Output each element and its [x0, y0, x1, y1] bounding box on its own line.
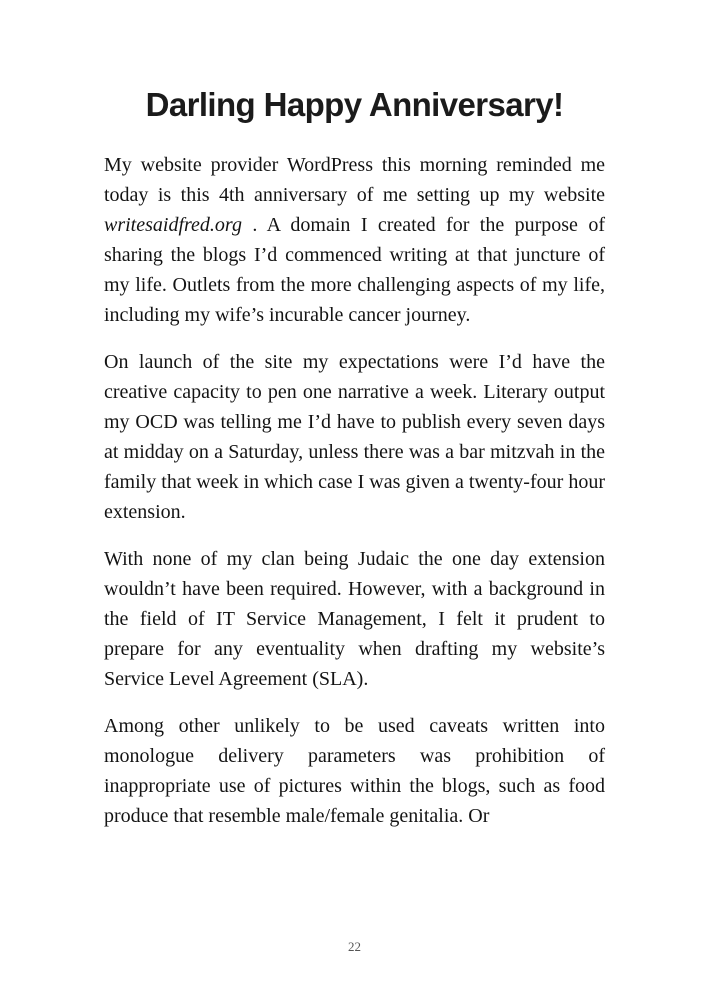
paragraph-1-text-end: . A domain I created for the purpose of sharing the blogs I’d commenced writing at that juncture of my life. Outlets from the more challenging aspects of my life, including my wife’s incurable cancer journey.	[104, 214, 605, 326]
page-number: 22	[348, 939, 361, 954]
paragraph-1-text-start: My website provider WordPress this morning reminded me today is this 4th anniversary of me setting up my website	[104, 154, 605, 206]
paragraph-3: With none of my clan being Judaic the one day extension wouldn’t have been required. However, with a background in the field of IT Service Management, I felt it prudent to prepare for any eventuality when drafting my website’s Service Level Agreement (SLA).	[104, 548, 605, 690]
paragraph-2: On launch of the site my expectations were I’d have the creative capacity to pen one narrative a week. Literary output my OCD was telling me I’d have to publish every seven days at midday on a Saturday, unless there was a bar mitzvah in the family that week in which case I was given a twenty-four hour extension.	[104, 351, 605, 523]
website-name-italic: writesaidfred.org	[104, 214, 242, 236]
paragraph-4: Among other unlikely to be used caveats written into monologue delivery parameters was prohibition of inappropriate use of pictures within the blogs, such as food produce that resemble male/female genitalia. Or	[104, 715, 605, 827]
page-title: Darling Happy Anniversary!	[145, 86, 564, 123]
article-body	[104, 150, 605, 831]
paragraph-1	[104, 150, 605, 330]
